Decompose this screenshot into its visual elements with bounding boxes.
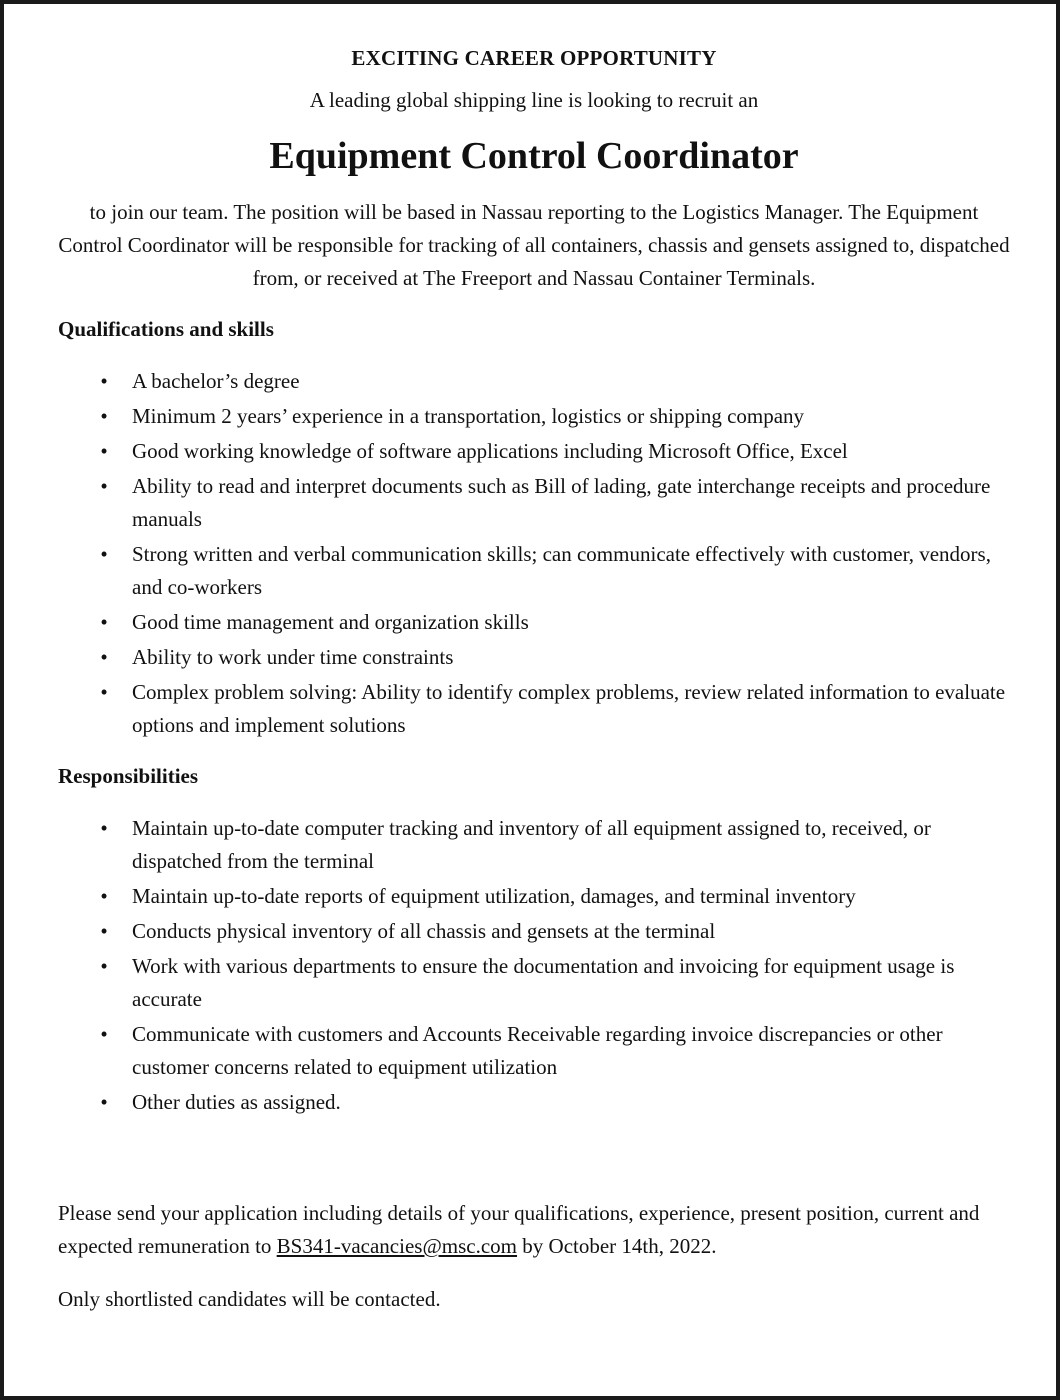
section-spacer — [58, 1121, 1010, 1167]
bullet-icon: • — [100, 404, 108, 428]
document-content — [58, 42, 1010, 1316]
list-item-text: Conducts physical inventory of all chassis and gensets at the terminal — [132, 919, 716, 943]
list-item — [58, 365, 1010, 398]
list-item-text: Minimum 2 years’ experience in a transportation, logistics or shipping company — [132, 404, 805, 428]
list-item — [58, 470, 1010, 536]
qualifications-heading: Qualifications and skills — [58, 317, 274, 341]
list-item — [58, 915, 1010, 948]
list-item — [58, 538, 1010, 604]
list-item — [58, 400, 1010, 433]
responsibilities-heading: Responsibilities — [58, 764, 199, 788]
list-item-text: Strong written and verbal communication skills; can communicate effectively with customer, vendors, and co-workers — [132, 542, 991, 599]
application-text-after: by October 14th, 2022. — [517, 1234, 717, 1258]
list-item-text: Ability to read and interpret documents such as Bill of lading, gate interchange receipts and procedure manuals — [132, 474, 991, 531]
list-item-text: Complex problem solving: Ability to identify complex problems, review related information to evaluate options and implement solutions — [132, 680, 1006, 737]
bullet-icon: • — [100, 542, 108, 566]
list-item-text: A bachelor’s degree — [132, 369, 300, 393]
job-description: to join our team. The position will be based in Nassau reporting to the Logistics Manager. The Equipment Control Coordinator will be responsible for tracking of all containers, chassis and gensets assigned to, dispatched from, or received at The Freeport and Nassau Container Terminals. — [58, 200, 1010, 290]
bullet-icon: • — [100, 954, 108, 978]
list-item — [58, 1086, 1010, 1119]
application-email-link[interactable]: BS341-vacancies@msc.com — [276, 1234, 518, 1258]
list-item — [58, 950, 1010, 1016]
list-item-text: Other duties as assigned. — [132, 1090, 341, 1114]
list-item — [58, 435, 1010, 468]
list-item-text: Maintain up-to-date reports of equipment utilization, damages, and terminal inventory — [132, 884, 856, 908]
list-item — [58, 880, 1010, 913]
list-item-text: Good working knowledge of software applications including Microsoft Office, Excel — [132, 439, 848, 463]
application-instructions — [58, 1197, 1010, 1263]
bullet-icon: • — [100, 439, 108, 463]
list-item-text: Maintain up-to-date computer tracking and inventory of all equipment assigned to, received, or dispatched from the terminal — [132, 816, 931, 873]
bullet-icon: • — [100, 1090, 108, 1114]
bullet-icon: • — [100, 474, 108, 498]
qualifications-list — [58, 365, 1010, 742]
list-item-text: Work with various departments to ensure the documentation and invoicing for equipment usage is accurate — [132, 954, 955, 1011]
list-item-text: Ability to work under time constraints — [132, 645, 454, 669]
bullet-icon: • — [100, 919, 108, 943]
list-item — [58, 1018, 1010, 1084]
bullet-icon: • — [100, 1022, 108, 1046]
list-item — [58, 812, 1010, 878]
list-item — [58, 606, 1010, 639]
bullet-icon: • — [100, 884, 108, 908]
shortlist-note: Only shortlisted candidates will be contacted. — [58, 1287, 441, 1311]
list-item-text: Communicate with customers and Accounts Receivable regarding invoice discrepancies or other customer concerns related to equipment utilization — [132, 1022, 943, 1079]
bullet-icon: • — [100, 816, 108, 840]
bullet-icon: • — [100, 680, 108, 704]
application-text-before: Please send your application including details of your qualifications, experience, present position, current and expected remuneration to — [58, 1201, 980, 1258]
bullet-icon: • — [100, 610, 108, 634]
list-item — [58, 641, 1010, 674]
bullet-icon: • — [100, 369, 108, 393]
job-title: Equipment Control Coordinator — [269, 135, 799, 177]
intro-line: A leading global shipping line is looking to recruit an — [309, 88, 759, 112]
bullet-icon: • — [100, 645, 108, 669]
responsibilities-list — [58, 812, 1010, 1119]
list-item — [58, 676, 1010, 742]
header-title: EXCITING CAREER OPPORTUNITY — [351, 46, 717, 70]
list-item-text: Good time management and organization skills — [132, 610, 529, 634]
